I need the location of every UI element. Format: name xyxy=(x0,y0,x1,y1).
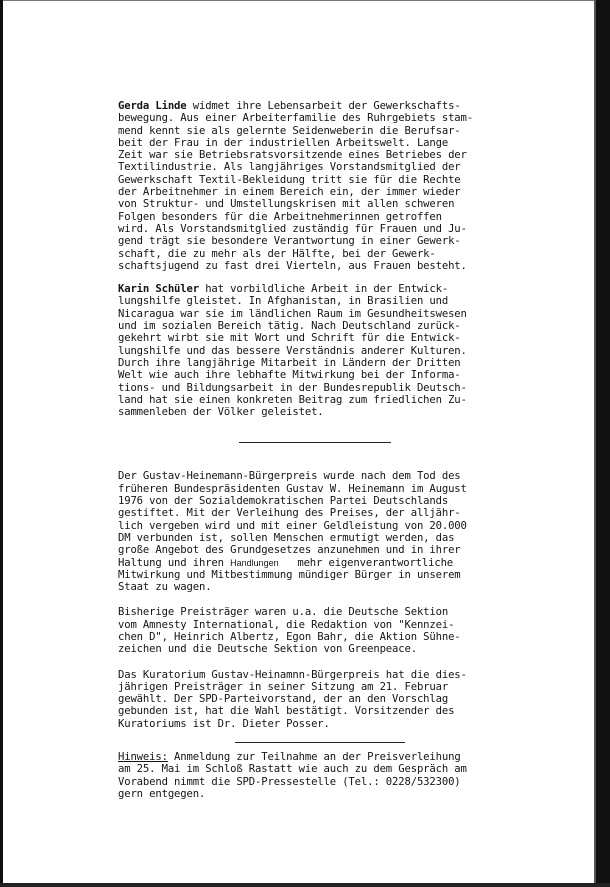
text-line: Durch ihre langjährige Mitarbeit in Ländern der Dritten xyxy=(118,356,461,369)
text-line: wird. Als Vorstandsmitglied zuständig für Frauen und Ju- xyxy=(118,222,467,235)
inserted-word: Handlungen xyxy=(230,557,279,568)
text-line: gern entgegen. xyxy=(118,787,206,800)
document-body xyxy=(118,100,518,800)
text-line: gebunden ist, hat die Wahl bestätigt. Vorsitzender des xyxy=(118,705,455,718)
name-karin-schueler: Karin Schüler xyxy=(118,283,199,296)
paragraph-buergerpreis xyxy=(118,470,518,593)
text-line: Zeit war sie Betriebsratsvorsitzende eines Betriebes der xyxy=(118,149,467,162)
text-line: widmet ihre Lebensarbeit der Gewerkschafts- xyxy=(186,100,461,112)
text-line: zeichen und die Deutsche Sektion von Greenpeace. xyxy=(118,643,417,656)
text-line: Kuratoriums ist Dr. Dieter Posser. xyxy=(118,717,330,730)
text-line: Textilindustrie. Als langjähriges Vorstandsmitglied der xyxy=(118,161,461,174)
text-line: Das Kuratorium Gustav-Heinamnn-Bürgerpreis hat die dies- xyxy=(118,668,467,681)
text-line: jährigen Preisträger in seiner Sitzung am 21. Februar xyxy=(118,680,449,693)
text-line: große Angebot des Grundgesetzes anzunehmen und in ihrer xyxy=(118,544,461,557)
text-line: gewählt. Der SPD-Parteivorstand, der an den Vorschlag xyxy=(118,693,449,706)
text-line: gekehrt wirbt sie mit Wort und Schrift für die Entwick- xyxy=(118,332,461,345)
scan-edge-left xyxy=(0,0,3,887)
text-line: Anmeldung zur Teilnahme an der Preisverleihung xyxy=(167,751,461,764)
text-line: früheren Bundespräsidenten Gustav W. Heinemann im August xyxy=(118,482,467,495)
text-line: mehr eigenverantwortliche xyxy=(278,556,454,569)
text-line: Haltung und ihren xyxy=(118,556,231,569)
text-line: DM verbunden ist, sollen Menschen ermutigt werden, das xyxy=(118,531,455,544)
text-line: Mitwirkung und Mitbestimmung mündiger Bürger in unserem xyxy=(118,568,461,581)
paragraph-gerda-linde xyxy=(118,100,518,272)
text-line: lungshilfe und das bessere Verständnis anderer Kulturen. xyxy=(118,344,467,357)
text-line: land hat sie einen konkreten Beitrag zum friedlichen Zu- xyxy=(118,393,467,406)
text-line: Gewerkschaft Textil-Bekleidung tritt sie für die Rechte xyxy=(118,173,461,186)
text-line: gend trägt sie besondere Verantwortung in einer Gewerk- xyxy=(118,235,461,248)
text-line: tions- und Bildungsarbeit in der Bundesrepublik Deutsch- xyxy=(118,381,467,394)
text-line: sammenleben der Völker geleistet. xyxy=(118,406,324,419)
text-line: Bisherige Preisträger waren u.a. die Deutsche Sektion xyxy=(118,606,449,619)
text-line: vom Amnesty International, die Redaktion von "Kennzei- xyxy=(118,618,455,631)
text-line: bewegung. Aus einer Arbeiterfamilie des Ruhrgebiets stam- xyxy=(118,112,473,125)
text-line: Folgen besonders für die Arbeitnehmerinnen getroffen xyxy=(118,210,442,223)
text-line: Nicaragua war sie im ländlichen Raum im Gesundheitswesen xyxy=(118,307,467,320)
paragraph-kuratorium xyxy=(118,669,518,730)
text-line: Welt wie auch ihre lebhafte Mitwirkung bei der Informa- xyxy=(118,369,461,382)
text-line: mend kennt sie als gelernte Seidenweberin die Berufsar- xyxy=(118,124,461,137)
text-line: lungshilfe gleistet. In Afghanistan, in Brasilien und xyxy=(118,295,449,308)
text-line: lich vergeben wird und mit einer Geldleistung von 20.000 xyxy=(118,519,467,532)
text-line: am 25. Mai im Schloß Rastatt wie auch zu dem Gespräch am xyxy=(118,763,467,776)
name-gerda-linde: Gerda Linde xyxy=(118,100,187,112)
text-line: hat vorbildliche Arbeit in der Entwick- xyxy=(198,283,449,296)
paragraph-hinweis xyxy=(118,751,518,800)
paragraph-karin-schueler xyxy=(118,283,518,418)
text-line: schaftsjugend zu fast drei Vierteln, aus Frauen besteht. xyxy=(118,259,467,272)
scan-edge-top xyxy=(0,0,610,1)
text-line: beit der Frau in der industriellen Arbeitswelt. Lange xyxy=(118,136,449,149)
text-line: von Struktur- und Umstellungskrisen mit allen schweren xyxy=(118,198,455,211)
hinweis-label: Hinweis: xyxy=(118,751,168,764)
text-line: und im sozialen Bereich tätig. Nach Deutschland zurück- xyxy=(118,320,461,333)
scan-edge-right xyxy=(596,0,610,887)
text-line: Staat zu wagen. xyxy=(118,581,212,594)
scan-edge-bottom xyxy=(0,883,610,887)
text-line: 1976 von der Sozialdemokratischen Partei Deutschlands xyxy=(118,495,449,508)
text-line: schaft, die zu mehr als der Hälfte, bei der Gewerk- xyxy=(118,247,436,260)
paragraph-bisherige-preistraeger xyxy=(118,606,518,655)
text-line: Vorabend nimmt die SPD-Pressestelle (Tel.: 0228/532300) xyxy=(118,775,461,788)
text-line: gestiftet. Mit der Verleihung des Preises, der alljähr- xyxy=(118,507,461,520)
text-line: der Arbeitnehmer in einem Bereich ein, der immer wieder xyxy=(118,186,461,199)
text-line: chen D", Heinrich Albertz, Egon Bahr, die Aktion Sühne- xyxy=(118,630,461,643)
text-line: Der Gustav-Heinemann-Bürgerpreis wurde nach dem Tod des xyxy=(118,470,461,483)
